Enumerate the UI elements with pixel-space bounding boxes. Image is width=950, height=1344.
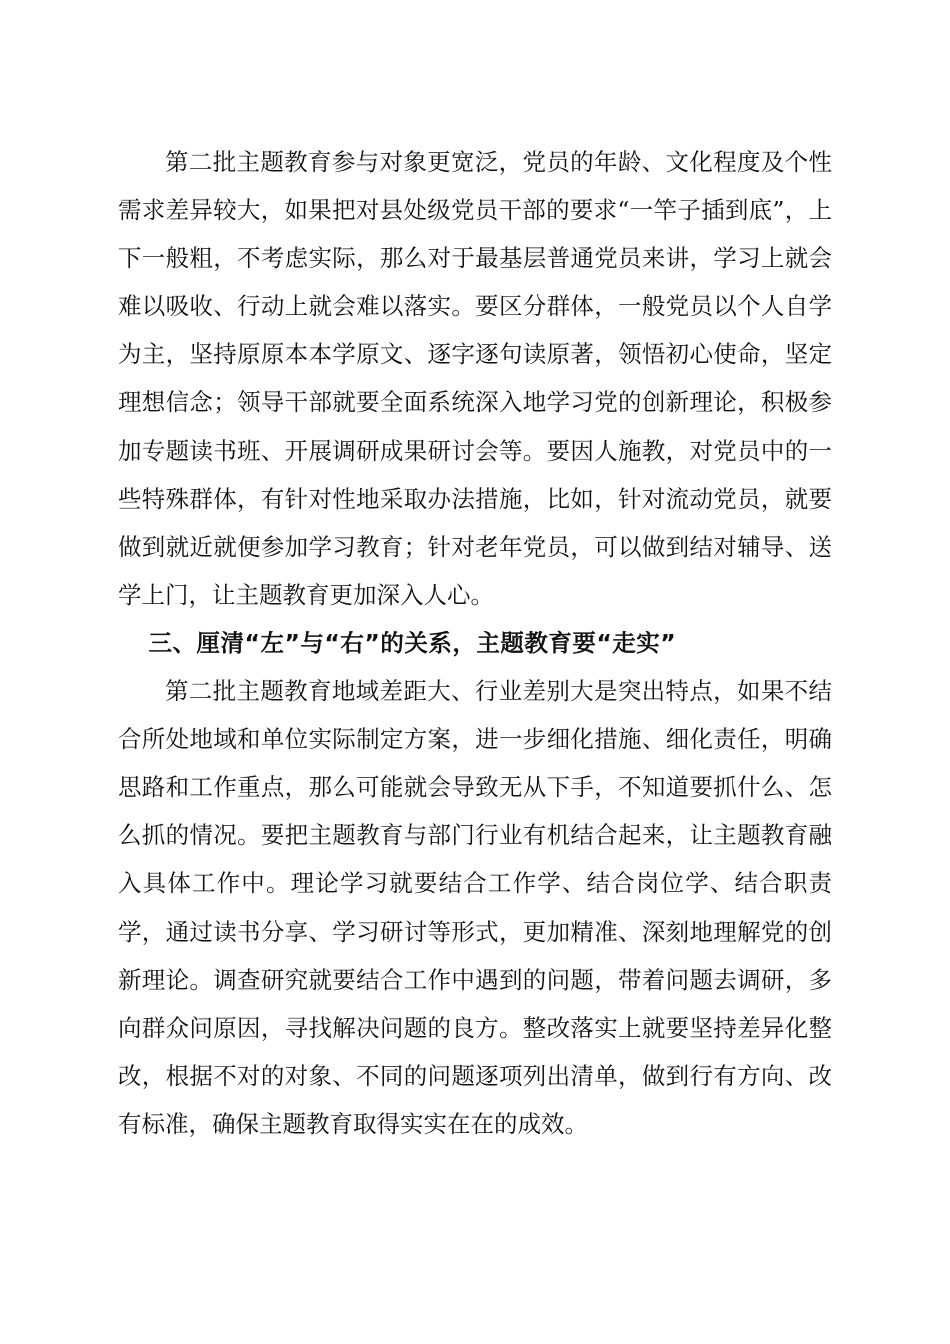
body-paragraph-1: 第二批主题教育参与对象更宽泛，党员的年龄、文化程度及个性需求差异较大，如果把对县处级党员干部的要求“一竿子插到底”，上下一般粗，不考虑实际，那么对于最基层普通党员来讲，学习上就会难以吸收、行动上就会难以落实。要区分群体，一般党员以个人自学为主，坚持原原本本学原文、逐字逐句读原著，领悟初心使命，坚定理想信念；领导干部就要全面系统深入地学习党的创新理论，积极参加专题读书班、开展调研成果研讨会等。要因人施教，对党员中的一些特殊群体，有针对性地采取办法措施，比如，针对流动党员，就要做到就近就便参加学习教育；针对老年党员，可以做到结对辅导、送学上门，让主题教育更加深入人心。 bbox=[118, 148, 832, 609]
section-heading: 三、厘清“左”与“右”的关系，主题教育要“走实” bbox=[148, 628, 677, 657]
document-page bbox=[118, 138, 832, 1148]
body-paragraph-2: 第二批主题教育地域差距大、行业差别大是突出特点，如果不结合所处地域和单位实际制定方案，进一步细化措施、细化责任，明确思路和工作重点，那么可能就会导致无从下手，不知道要抓什么、怎么抓的情况。要把主题教育与部门行业有机结合起来，让主题教育融入具体工作中。理论学习就要结合工作学、结合岗位学、结合职责学，通过读书分享、学习研讨等形式，更加精准、深刻地理解党的创新理论。调查研究就要结合工作中遇到的问题，带着问题去调研，多向群众问原因，寻找解决问题的良方。整改落实上就要坚持差异化整改，根据不对的对象、不同的问题逐项列出清单，做到行有方向、改有标准，确保主题教育取得实实在在的成效。 bbox=[118, 677, 832, 1138]
